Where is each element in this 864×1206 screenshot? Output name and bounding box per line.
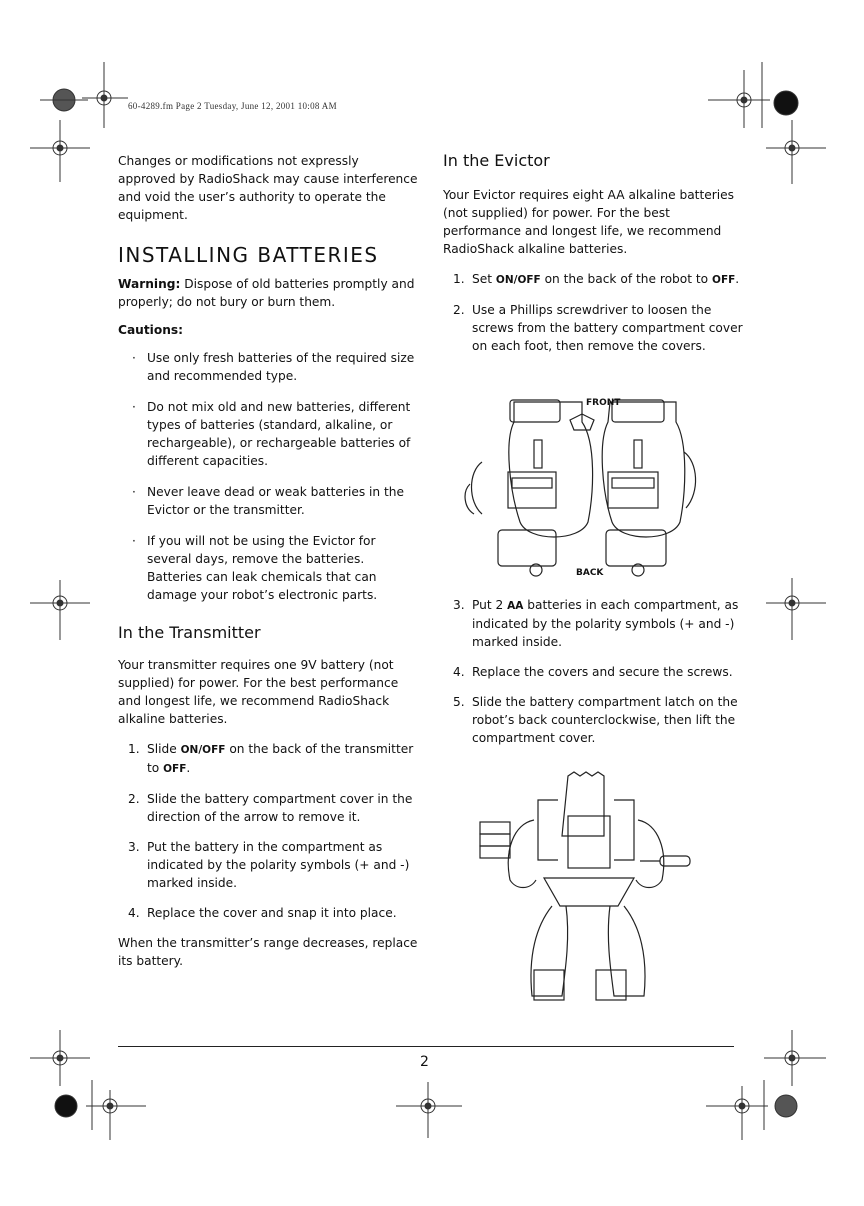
warning-paragraph [118, 275, 418, 311]
cautions-label: Cautions: [118, 323, 184, 337]
page-number: 2 [420, 1054, 429, 1070]
warning-text: Dispose of old batteries promptly and properly; do not bury or burn them. [118, 277, 415, 309]
left-column [118, 152, 418, 970]
evictor-steps-a [443, 270, 743, 355]
list-item: · Use only fresh batteries of the required size and recommended type. [132, 351, 415, 383]
installing-heading: INSTALLING BATTERIES [118, 243, 379, 267]
transmitter-steps [118, 740, 418, 922]
list-item: · Do not mix old and new batteries, different types of batteries (standard, alkaline, or rechargeable), or rechargeable batteries of different capacities. [132, 400, 411, 468]
list-item: 1. Set ON/OFF on the back of the robot to OFF. [453, 272, 740, 286]
list-item: 4. Replace the covers and secure the screws. [453, 665, 733, 679]
intro-paragraph: Changes or modifications not expressly approved by RadioShack may cause interference and void the user’s authority to operate the equipment. [118, 154, 418, 222]
footer-rule [118, 1046, 734, 1047]
list-item: 2. Use a Phillips screwdriver to loosen the screws from the battery compartment cover on each foot, then remove the covers. [453, 303, 743, 353]
battery-icon [480, 822, 510, 834]
figure-label-front: FRONT [586, 398, 621, 408]
list-item: 3. Put the battery in the compartment as indicated by the polarity symbols (+ and -) marked inside. [128, 840, 410, 890]
right-column [443, 152, 743, 355]
figure-label-back: BACK [576, 568, 604, 578]
list-item: 5. Slide the battery compartment latch on the robot’s back counterclockwise, then lift the compartment cover. [453, 695, 738, 745]
print-header: 60-4289.fm Page 2 Tuesday, June 12, 2001 10:08 AM [128, 101, 337, 111]
evictor-heading: In the Evictor [443, 151, 550, 170]
closing-paragraph: When the transmitter’s range decreases, replace its battery. [118, 936, 418, 968]
transmitter-heading: In the Transmitter [118, 623, 261, 642]
list-item: 3. Put 2 AA batteries in each compartment, as indicated by the polarity symbols (+ and -) marked inside. [453, 598, 739, 649]
evictor-intro: Your Evictor requires eight AA alkaline batteries (not supplied) for power. For the best performance and longest life, we recommend RadioShack alkaline batteries. [443, 188, 734, 256]
screwdriver-icon [660, 856, 690, 866]
warning-label: Warning: [118, 277, 181, 291]
list-item: · If you will not be using the Evictor for several days, remove the batteries. Batteries can leak chemicals that can damage your robot’s electronic parts. [132, 534, 378, 602]
list-item: · Never leave dead or weak batteries in the Evictor or the transmitter. [132, 485, 405, 517]
list-item: 2. Slide the battery compartment cover in the direction of the arrow to remove it. [128, 792, 413, 824]
robot-back-figure [474, 770, 704, 1006]
transmitter-intro: Your transmitter requires one 9V battery (not supplied) for power. For the best performance and longest life, we recommend RadioShack alkaline batteries. [118, 658, 399, 726]
list-item: 4. Replace the cover and snap it into place. [128, 906, 397, 920]
evictor-steps-b [443, 596, 743, 747]
list-item: 1. Slide ON/OFF on the back of the transmitter to OFF. [128, 742, 414, 775]
feet-battery-figure [462, 392, 702, 580]
cautions-list [118, 349, 418, 604]
